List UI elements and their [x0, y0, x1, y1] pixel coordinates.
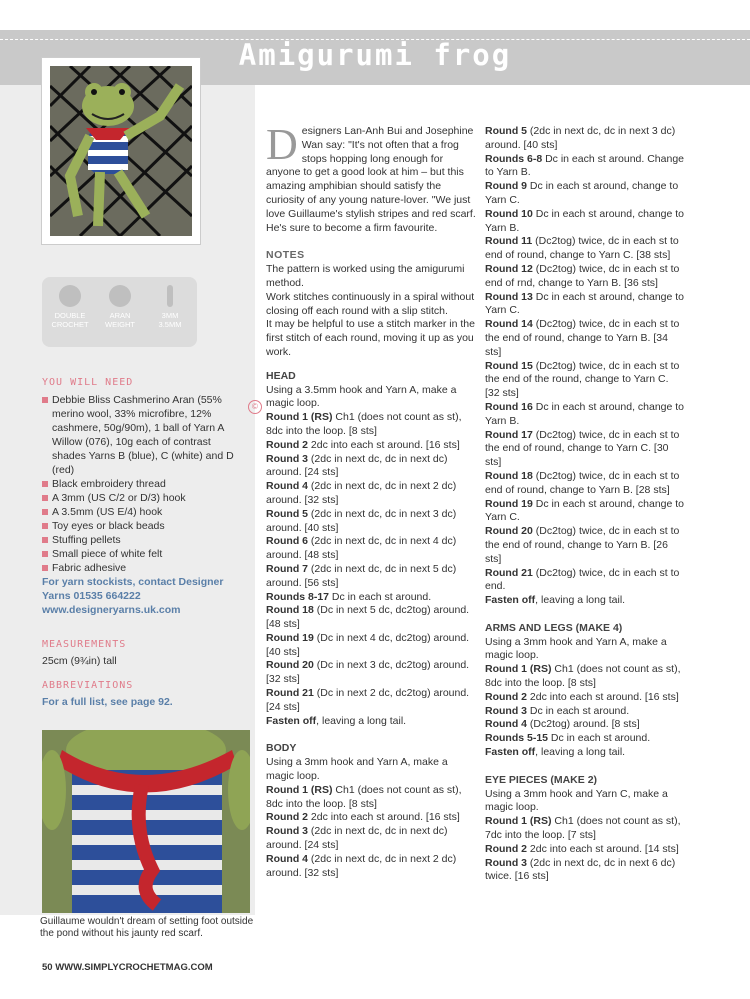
page-title: Amigurumi frog: [238, 38, 512, 72]
round-line: Round 2 2dc into each st around. [16 sts]: [485, 690, 679, 703]
abbreviations-value: For a full list, see page 92.: [42, 696, 173, 708]
head-heading: HEAD: [266, 369, 296, 382]
round-line: Round 18 (Dc in next 5 dc, dc2tog) around. [48 sts]: [266, 604, 470, 631]
round-line: Round 3 (2dc in next dc, dc in next 6 dc) twice. [16 sts]: [485, 856, 676, 883]
round-line: Round 15 (Dc2tog) twice, dc in each st to the end of the round, change to Yarn C. [32 sts]: [485, 359, 680, 400]
round-line: Fasten off, leaving a long tail.: [485, 594, 626, 607]
round-line: Round 12 (Dc2tog) twice, dc in each st to end of rnd, change to Yarn B. [36 sts]: [485, 262, 680, 289]
arms-rounds: [485, 663, 685, 760]
head-rounds: [266, 411, 478, 728]
you-will-need-section: [42, 376, 247, 617]
round-line: Round 2 2dc into each st around. [16 sts]: [266, 438, 460, 451]
notes-line: The pattern is worked using the amigurumi method.: [266, 263, 465, 289]
list-item: Debbie Bliss Cashmerino Aran (55% merino wool, 33% microfibre, 12% cashmere, 50g/90m), 1 ball of Yarn A Willow (076), 10g each of contrast shades Yarns B (blue), C (white) and D (red): [42, 393, 247, 477]
round-line: Round 1 (RS) Ch1 (does not count as st), 8dc into the loop. [8 sts]: [266, 411, 462, 437]
round-line: Fasten off, leaving a long tail.: [485, 746, 626, 759]
abbreviations-section: [42, 679, 247, 709]
list-item: Fabric adhesive: [42, 561, 247, 575]
round-line: Round 13 Dc in each st around, change to Yarn C.: [485, 290, 685, 317]
measurements-section: [42, 638, 247, 668]
eye-pieces-heading: EYE PIECES (MAKE 2): [485, 773, 598, 786]
round-line: Round 20 (Dc in next 3 dc, dc2tog) around. [32 sts]: [266, 659, 470, 686]
round-line: Round 3 (2dc in next dc, dc in next dc) around. [24 sts]: [266, 452, 448, 479]
frog-photo-image: [50, 66, 192, 236]
head-intro: Using a 3.5mm hook and Yarn A, make a magic loop.: [266, 383, 457, 410]
body-rounds-continued: [485, 125, 685, 608]
list-item: Toy eyes or black beads: [42, 519, 247, 533]
round-line: Round 1 (RS) Ch1 (does not count as st), 8dc into the loop. [8 sts]: [266, 783, 462, 810]
column-middle: [266, 120, 478, 880]
round-line: Round 14 (Dc2tog) twice, dc in each st to the end of round, change to Yarn B. [34 sts]: [485, 318, 680, 358]
crochet-hook-icon: [167, 285, 173, 307]
round-line: Round 17 (Dc2tog) twice, dc in each st to the end of round, change to Yarn C. [30 sts]: [485, 428, 680, 469]
round-line: Round 11 (Dc2tog) twice, dc in each st to end of round, change to Yarn C. [38 sts]: [485, 235, 679, 262]
round-line: Round 10 Dc in each st around, change to Yarn B.: [485, 207, 685, 234]
badge-stitch: DOUBLE CROCHET: [45, 283, 95, 329]
you-will-need-label: YOU WILL NEED: [42, 377, 134, 388]
round-line: Round 18 (Dc2tog) twice, dc in each st to end of round, change to Yarn B. [28 sts]: [485, 469, 680, 496]
frog-illustration: [50, 66, 192, 236]
round-line: Round 2 2dc into each st around. [16 sts]: [266, 811, 460, 824]
list-item: Small piece of white felt: [42, 547, 247, 561]
round-line: Round 4 (Dc2tog) around. [8 sts]: [485, 718, 640, 731]
round-line: Round 19 (Dc in next 4 dc, dc2tog) around. [40 sts]: [266, 631, 470, 658]
round-line: Fasten off, leaving a long tail.: [266, 714, 407, 727]
round-line: Round 9 Dc in each st around, change to Yarn C.: [485, 180, 679, 206]
notes-line: Work stitches continuously in a spiral without closing off each round with a slip stitch.: [266, 290, 475, 317]
round-line: Round 5 (2dc in next dc, dc in next 3 dc) around. [40 sts]: [266, 507, 457, 534]
frog-closeup-photo: [42, 730, 250, 913]
eyes-intro: Using a 3mm hook and Yarn C, make a magic loop.: [485, 787, 668, 814]
notes-line: It may be helpful to use a stitch marker in the first stitch of each round, moving it up as you work.: [266, 318, 475, 358]
round-line: Round 3 Dc in each st around.: [485, 704, 630, 717]
round-line: Round 7 (2dc in next dc, dc in next 5 dc) around. [56 sts]: [266, 562, 457, 589]
round-line: Rounds 8-17 Dc in each st around.: [266, 590, 432, 603]
round-line: Round 3 (2dc in next dc, dc in next dc) around. [24 sts]: [266, 825, 448, 852]
round-line: Round 21 (Dc2tog) twice, dc in each st to end.: [485, 566, 680, 593]
yarn-ball-icon: [109, 285, 131, 307]
frog-closeup-illustration: [42, 730, 250, 913]
body-intro: Using a 3mm hook and Yarn A, make a magic loop.: [266, 756, 448, 783]
badge-yarn-weight: ARAN WEIGHT: [95, 283, 145, 329]
round-line: Round 4 (2dc in next dc, dc in next 2 dc) around. [32 sts]: [266, 852, 457, 879]
intro-paragraph: Designers Lan-Anh Bui and Josephine Wan say: "It's not often that a frog stops hopping long enough for anyone to get a good look at him – but this amazing amphibian should satisfy the curiosity of any young nature-lover. "We just love Guillaume's stylish stripes and red scarf. He's sure to become a firm favourite.: [266, 120, 476, 234]
dropcap: D: [266, 120, 298, 169]
column-right: [485, 125, 685, 884]
round-line: Round 19 Dc in each st around, change to Yarn C.: [485, 497, 685, 524]
stockists-info: For yarn stockists, contact Designer Yarns 01535 664222 www.designeryarns.uk.com: [42, 576, 224, 616]
crochet-stitch-icon: [59, 285, 81, 307]
page-footer: 50 WWW.SIMPLYCROCHETMAG.COM: [42, 962, 213, 973]
eyes-rounds: [485, 815, 685, 884]
list-item: A 3.5mm (US E/4) hook: [42, 505, 247, 519]
round-line: Round 1 (RS) Ch1 (does not count as st), 8dc into the loop. [8 sts]: [485, 663, 681, 690]
body-rounds: [266, 784, 478, 881]
abbreviations-label: ABBREVIATIONS: [42, 680, 134, 691]
materials-list: [42, 393, 247, 575]
measurements-label: MEASUREMENTS: [42, 639, 127, 650]
skill-badges: [42, 277, 197, 347]
frog-photo: [42, 58, 200, 244]
list-item: Black embroidery thread: [42, 477, 247, 491]
round-line: Rounds 6-8 Dc in each st around. Change to Yarn B.: [485, 152, 685, 179]
copyright-icon: ©: [248, 400, 262, 414]
round-line: Round 16 Dc in each st around, change to Yarn B.: [485, 400, 685, 427]
round-line: Rounds 5-15 Dc in each st around.: [485, 732, 651, 745]
body-heading: BODY: [266, 742, 297, 755]
photo-caption: Guillaume wouldn't dream of setting foot outside the pond without his jaunty red scarf.: [40, 916, 254, 939]
badge-hook-size: 3MM 3.5MM: [145, 283, 195, 329]
round-line: Round 4 (2dc in next dc, dc in next 2 dc) around. [32 sts]: [266, 480, 457, 506]
notes-heading: NOTES: [266, 249, 305, 262]
round-line: Round 6 (2dc in next dc, dc in next 4 dc) around. [48 sts]: [266, 535, 457, 562]
arms-intro: Using a 3mm hook and Yarn A, make a magic loop.: [485, 635, 667, 662]
list-item: Stuffing pellets: [42, 533, 247, 547]
round-line: Round 5 (2dc in next dc, dc in next 3 dc) around. [40 sts]: [485, 125, 676, 151]
round-line: Round 20 (Dc2tog) twice, dc in each st to the end of round, change to Yarn B. [26 sts]: [485, 525, 680, 565]
list-item: A 3mm (US C/2 or D/3) hook: [42, 491, 247, 505]
arms-legs-heading: ARMS AND LEGS (MAKE 4): [485, 621, 623, 634]
measurements-value: 25cm (9¾in) tall: [42, 655, 117, 667]
round-line: Round 1 (RS) Ch1 (does not count as st), 7dc into the loop. [7 sts]: [485, 815, 681, 842]
round-line: Round 2 2dc into each st around. [14 sts]: [485, 842, 679, 855]
round-line: Round 21 (Dc in next 2 dc, dc2tog) around. [24 sts]: [266, 687, 470, 713]
